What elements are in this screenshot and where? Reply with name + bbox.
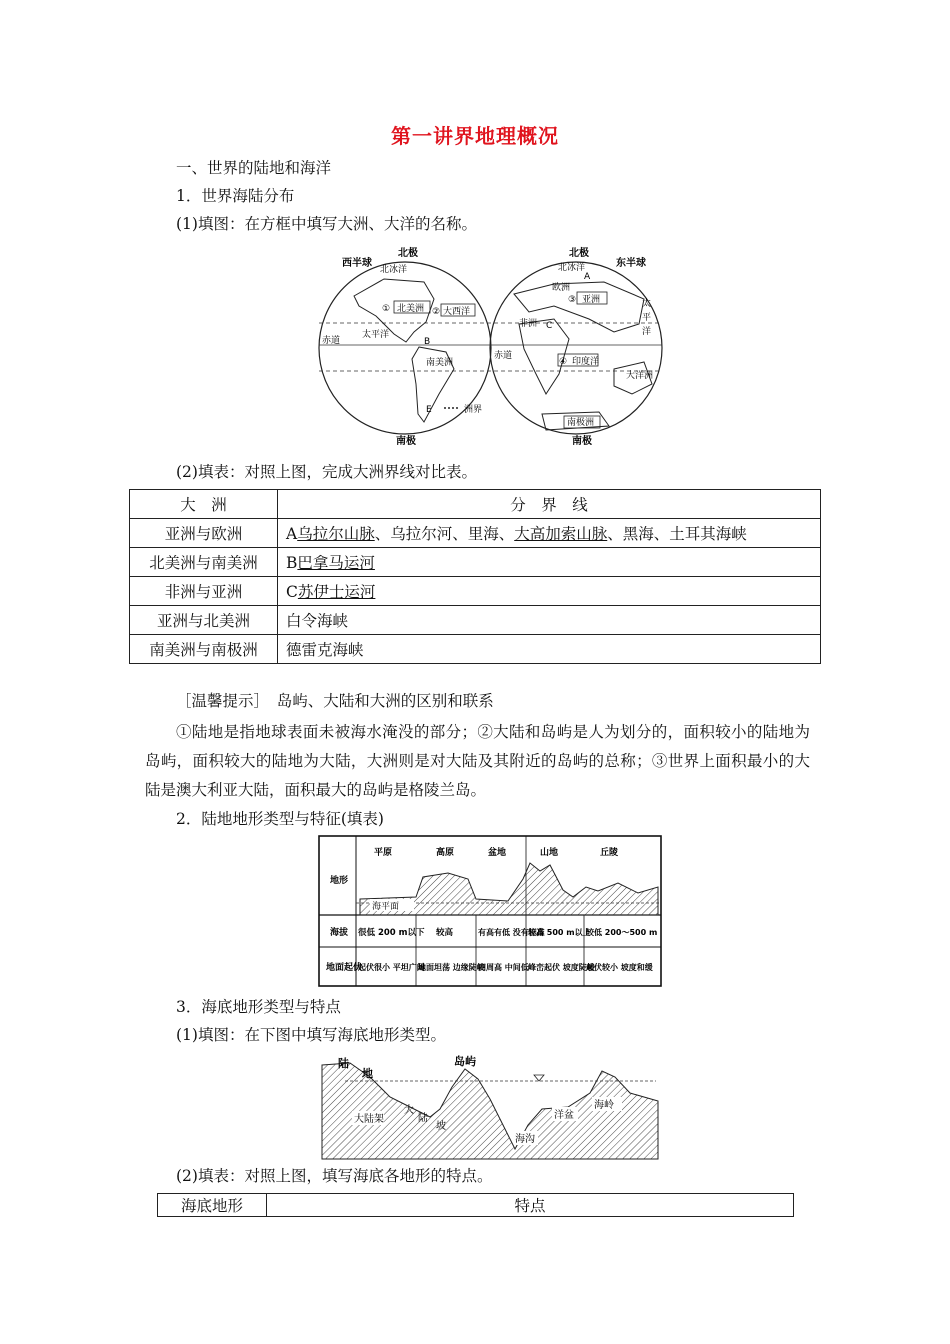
altitude-cell: 有高有低 没有标准 [478, 928, 545, 937]
equator-label-east: 赤道 [494, 351, 513, 361]
altitude-cell: 很低 200 m以下 [358, 928, 425, 938]
circle-3-marker: ③ [568, 295, 577, 305]
arctic-label-west: 北冰洋 [380, 265, 408, 275]
landform-row-label: 地形 [330, 876, 349, 886]
continent-pair-cell: 亚洲与欧洲 [130, 519, 278, 548]
seabed-profile-diagram [320, 1051, 660, 1161]
relief-cell: 起伏较小 坡度和缓 [586, 963, 653, 972]
landform-table-figure [318, 835, 662, 987]
altitude-cell: 较高 [436, 928, 454, 938]
pacific-east-char-1: 太 [642, 299, 652, 309]
boundary-cell: 德雷克海峡 [278, 635, 821, 664]
island-label: 岛屿 [454, 1055, 476, 1068]
ocean-ridge-label: 海岭 [594, 1100, 614, 1111]
table-header-cell: 分 界 线 [278, 490, 821, 519]
table-header-cell: 大 洲 [130, 490, 278, 519]
question-text: (1)填图：在下图中填写海底地形类型。 [176, 1026, 446, 1044]
slope-char-2: 陆 [418, 1113, 428, 1124]
table-header-cell: 海底地形 [158, 1194, 267, 1217]
boundary-answer: 乌拉尔山脉 [297, 525, 375, 543]
subsection-heading: 3．海底地形类型与特点 [176, 998, 341, 1016]
boundary-cell: 白令海峡 [278, 606, 821, 635]
question-text: (2)填表：对照上图，填写海底各地形的特点。 [176, 1167, 493, 1185]
relief-row-label: 地面起伏 [326, 963, 363, 973]
tip-heading: ［温馨提示］ 岛屿、大陆和大洲的区别和联系 [176, 692, 494, 710]
table-header-row [158, 1194, 794, 1217]
pacific-label: 太平洋 [362, 330, 390, 340]
arctic-label-east: 北冰洋 [558, 263, 586, 273]
tip-paragraph: ①陆地是指地球表面未被海水淹没的部分；②大陆和岛屿是人为划分的，面积较小的陆地为岛屿，面积较大的陆地为大陆，大洲则是对大陆及其附近的岛屿的总称；③世界上面积最小的大陆是澳大利亚大陆，面积最大的岛屿是格陵兰岛。 [145, 723, 810, 799]
page-title: 第一讲界地理概况 [391, 124, 559, 148]
plain-label: 平原 [374, 848, 393, 858]
relief-cell: 地面坦荡 边缘陡峻 [418, 963, 485, 972]
europe-label: 欧洲 [552, 283, 571, 293]
north-america-label: 北美洲 [397, 304, 425, 314]
table-header-row [130, 490, 821, 519]
boundary-legend: 洲界 [464, 405, 483, 415]
altitude-cell: 较高 500 m以上 [528, 928, 591, 937]
table-row [130, 635, 821, 664]
continent-pair-cell: 南美洲与南极洲 [130, 635, 278, 664]
equator-label-west: 赤道 [322, 336, 341, 346]
boundary-marker: C [286, 583, 298, 601]
slope-char-3: 坡 [436, 1121, 446, 1132]
marker-c: C [546, 321, 553, 331]
ocean-basin-label: 洋盆 [554, 1110, 574, 1121]
circle-1-marker: ① [382, 304, 391, 314]
table-header-cell: 特点 [267, 1194, 794, 1217]
question-text: (2)填表：对照上图，完成大洲界线对比表。 [176, 463, 477, 481]
north-pole-label-east: 北极 [569, 248, 589, 259]
subsection-heading: 2．陆地地形类型与特征(填表) [176, 810, 384, 828]
altitude-cell: 较低 200～500 m [586, 928, 658, 937]
basin-label: 盆地 [488, 848, 507, 858]
indian-ocean-label: 印度洋 [572, 357, 600, 367]
slope-char-1: 大 [404, 1105, 414, 1116]
marker-b: B [424, 337, 431, 347]
marker-e: E [426, 405, 432, 415]
continent-boundary-table [129, 489, 821, 664]
atlantic-label: 大西洋 [443, 307, 471, 317]
boundary-cell [278, 519, 821, 548]
trench-label: 海沟 [515, 1134, 535, 1145]
altitude-row-label: 海拔 [330, 928, 349, 938]
south-america-label: 南美洲 [426, 358, 454, 368]
antarctica-label: 南极洲 [567, 418, 595, 428]
asia-label: 亚洲 [582, 295, 601, 305]
table-row [130, 519, 821, 548]
subsection-heading: 1．世界海陆分布 [176, 187, 295, 205]
africa-label: 非洲 [519, 319, 538, 329]
boundary-cell [278, 548, 821, 577]
sea-level-label: 海平面 [372, 902, 400, 912]
plateau-label: 高原 [436, 848, 455, 858]
boundary-answer: 大高加索山脉 [514, 525, 608, 543]
circle-4-marker: ④ [559, 357, 568, 367]
hill-label: 丘陵 [600, 848, 619, 858]
relief-cell: 四周高 中间低 [478, 963, 529, 972]
pacific-east-char-3: 洋 [642, 327, 652, 337]
table-row [130, 577, 821, 606]
continent-pair-cell: 非洲与亚洲 [130, 577, 278, 606]
land-char-2: 地 [362, 1067, 373, 1080]
pacific-east-char-2: 平 [642, 313, 652, 323]
boundary-cell [278, 577, 821, 606]
table-row [130, 606, 821, 635]
boundary-answer: 苏伊士运河 [297, 583, 376, 601]
oceania-label: 大洋洲 [626, 371, 654, 381]
marker-a: A [584, 272, 591, 282]
circle-2-marker: ② [432, 307, 441, 317]
seabed-table [157, 1193, 794, 1217]
south-pole-label-west: 南极 [396, 436, 416, 447]
world-hemispheres-map [314, 244, 674, 450]
mountain-label: 山地 [540, 848, 559, 858]
section-heading: 一、世界的陆地和海洋 [176, 159, 332, 177]
table-row [130, 548, 821, 577]
continent-pair-cell: 北美洲与南美洲 [130, 548, 278, 577]
relief-cell: 峰峦起伏 坡度陡峻 [528, 963, 595, 972]
boundary-text: 、黑海、土耳其海峡 [607, 525, 747, 543]
question-text: (1)填图：在方框中填写大洲、大洋的名称。 [176, 215, 477, 233]
boundary-marker: B [286, 554, 298, 572]
relief-cell: 起伏很小 平坦广阔 [358, 963, 425, 972]
continent-pair-cell: 亚洲与北美洲 [130, 606, 278, 635]
north-pole-label-west: 北极 [398, 248, 418, 259]
boundary-answer: 巴拿马运河 [297, 554, 375, 572]
boundary-text: 、乌拉尔河、里海、 [374, 525, 515, 543]
west-hemisphere-label: 西半球 [342, 258, 372, 269]
south-pole-label-east: 南极 [572, 436, 592, 447]
boundary-marker: A [286, 525, 298, 543]
continental-shelf-label: 大陆架 [354, 1114, 384, 1125]
east-hemisphere-label: 东半球 [616, 258, 646, 269]
land-char-1: 陆 [338, 1057, 349, 1070]
